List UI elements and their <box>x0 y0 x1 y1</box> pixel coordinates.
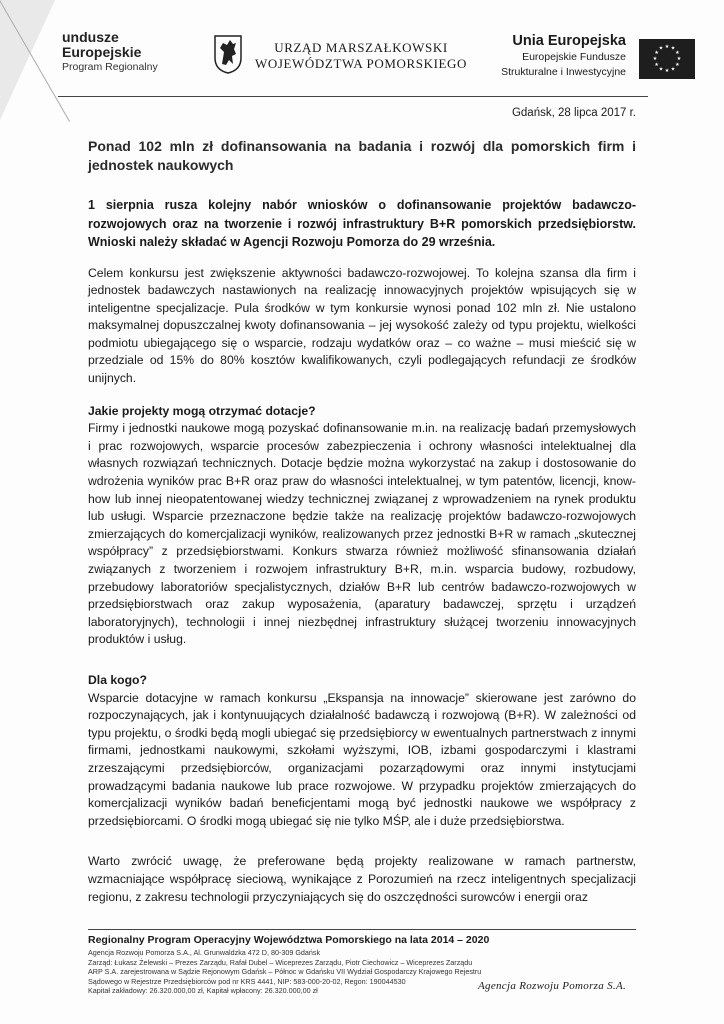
footer-address: Agencja Rozwoju Pomorza S.A., Al. Grunwaldzka 472 D, 80-309 Gdańsk <box>88 948 321 957</box>
eu-flag-icon <box>639 39 695 79</box>
section-heading-recipients: Dla kogo? <box>88 672 147 687</box>
footer-capital: Kapitał zakładowy: 26.320.000,00 zł, Kapitał wpłacony: 26.320.000,00 zł <box>88 986 318 996</box>
header-divider <box>58 96 648 97</box>
fe-logo-line3: Program Regionalny <box>62 61 158 73</box>
paragraph-3: Wsparcie dotacyjne w ramach konkursu „Ekspansja na innowacje” skierowane jest zarówno do rozpoczynających, jak i kontynuujących działalność badawczą i rozwojową (B+R). W zależności od typu projektu, o środki będą mogli ubiegać się przedsiębiorcy w ewentualnych partnerstwach z innymi firmami, jednostkami naukowymi, szkołami wyższymi, IOB, izbami gospodarczymi i klastrami zrzeszającymi przedsiębiorców, organizacjami pozarządowymi oraz innymi instytucjami prowadzącymi badania naukowe lub prace rozwojowe. W przypadku projektów zmierzających do komercjalizacji wyników badań beneficjentami mogą być jednostki naukowe we współpracy z przedsiębiorcami. O środki mogą ubiegać się nie tylko MŚP, ale i duże przedsiębiorstwa. <box>88 690 636 828</box>
svg-text:★: ★ <box>670 45 676 52</box>
griffin-crest-icon <box>213 34 243 74</box>
svg-text:★: ★ <box>670 66 676 73</box>
svg-text:★: ★ <box>676 56 682 62</box>
fe-logo-line1: undusze <box>62 29 119 45</box>
svg-text:★: ★ <box>675 62 680 68</box>
document-title: Ponad 102 mln zł dofinansowania na badania i rozwój dla pomorskich firm i jednostek naukowych <box>88 138 636 173</box>
document-date: Gdańsk, 28 lipca 2017 r. <box>511 107 636 119</box>
svg-text:★: ★ <box>654 62 659 68</box>
section-heading-projects: Jakie projekty mogą otrzymać dotacje? <box>88 403 316 418</box>
paragraph-4: Warto zwrócić uwagę, że preferowane będą projekty realizowane w ramach partnerstw, wzmacniające współpracę sieciową, wynikające z Porozumień na rzecz inteligentnych specjalizacji regionu, z zakresu technologii przyczyniających się do oszczędności surowców i energii oraz <box>88 854 636 904</box>
paragraph-2: Firmy i jednostki naukowe mogą pozyskać dofinansowanie m.in. na realizację badań przemysłowych i prac rozwojowych, wsparcie procesów zabezpieczenia i ochrony własności intelektualnej dla własnych rozwiązań technicznych. Dotacje będzie można wykorzystać na zakup i dostosowanie do wdrożenia wyników prac B+R oraz praw do własności intelektualnej, w tym patentów, licencji, know-how lub innej nieopatentowanej wiedzy technicznej związanej z wprowadzeniem na rynek produktu lub usługi. Wsparcie przeznaczone będzie także na realizację projektów badawczo-rozwojowych zmierzających do komercjalizacji wyników, realizowanych przez jednostki B+R w ramach „skutecznej współpracy” z przedsiębiorstwami. Konkurs stwarza również możliwość sfinansowania działań związanych z tworzeniem i rozwojem infrastruktury B+R, m.in. wsparcia budowy, rozbudowy, przebudowy laboratoriów specjalistycznych, działów B+R lub centrów badawczo-rozwojowych w przedsiębiorstwach oraz zakup wyposażenia, (aparatury badawczej, sprzętu i urządzeń laboratoryjnych), technologii i innej niezbędnej infrastruktury służącej tworzeniu innowacyjnych produktów i usług. <box>88 421 636 647</box>
ue-title: Unia Europejska <box>512 33 626 49</box>
svg-text:★: ★ <box>658 66 664 73</box>
urzad-line2: WOJEWÓDZTWA POMORSKIEGO <box>255 56 468 71</box>
footer-title: Regionalny Program Operacyjny Województwa Pomorskiego na lata 2014 – 2020 <box>88 934 490 946</box>
footer-board: Zarząd: Łukasz Żelewski – Prezes Zarządu, Rafał Dubel – Wiceprezes Zarządu, Piotr Ciechowicz – Wiceprezes Zarządu <box>88 957 473 967</box>
svg-text:★: ★ <box>658 45 664 52</box>
svg-text:★: ★ <box>654 50 659 56</box>
agency-signature: Agencja Rozwoju Pomorza S.A. <box>478 980 627 992</box>
footer-registration: ARP S.A. zarejestrowana w Sądzie Rejonowym Gdańsk – Północ w Gdańsku VII Wydział Gospodarczy Krajowego Rejestru <box>88 967 482 977</box>
ue-line1: Europejskie Fundusze <box>522 51 626 63</box>
urzad-line1: URZĄD MARSZAŁKOWSKI <box>274 40 448 55</box>
fundusze-europejskie-logo <box>62 30 158 75</box>
footer-divider <box>88 929 636 930</box>
svg-text:★: ★ <box>664 68 670 74</box>
letterhead <box>0 0 724 95</box>
lead-paragraph: 1 sierpnia rusza kolejny nabór wniosków o dofinansowanie projektów badawczo-rozwojowych oraz na tworzenie i rozwój infrastruktury B+R pomorskich przedsiębiorstw. Wnioski należy składać w Agencji Rozwoju Pomorza do 29 września. <box>88 198 636 249</box>
footer-krs: Sądowego w Rejestrze Przedsiębiorców pod nr KRS 4441, NIP: 583-000-20-02, Regon: 190044530 <box>88 976 406 986</box>
unia-europejska-logo <box>501 33 626 79</box>
ue-line2: Strukturalne i Inwestycyjne <box>501 66 626 78</box>
svg-text:★: ★ <box>652 56 658 62</box>
paragraph-1: Celem konkursu jest zwiększenie aktywności badawczo-rozwojowej. To kolejna szansa dla firm i jednostek badawczych nastawionych na realizację innowacyjnych projektów wpisujących się w inteligentne specjalizacje. Pula środków w tym konkursie wynosi ponad 102 mln zł. Nie ustalono maksymalnej dopuszczalnej kwoty dofinansowania – jej wysokość zależy od typu projektu, wielkości podmiotu ubiegającego się o wsparcie, rodzaju wydatków oraz – co ważne – musi mieścić się w przedziale od 15% do 80% kosztów kwalifikowanych, czyli podlegających refundacji ze środków unijnych. <box>88 265 636 386</box>
fe-logo-line2: Europejskie <box>62 44 142 60</box>
svg-text:★: ★ <box>675 50 680 56</box>
svg-text:★: ★ <box>664 44 670 50</box>
document-body <box>88 137 636 921</box>
urzad-marszalkowski-logo <box>255 40 467 72</box>
